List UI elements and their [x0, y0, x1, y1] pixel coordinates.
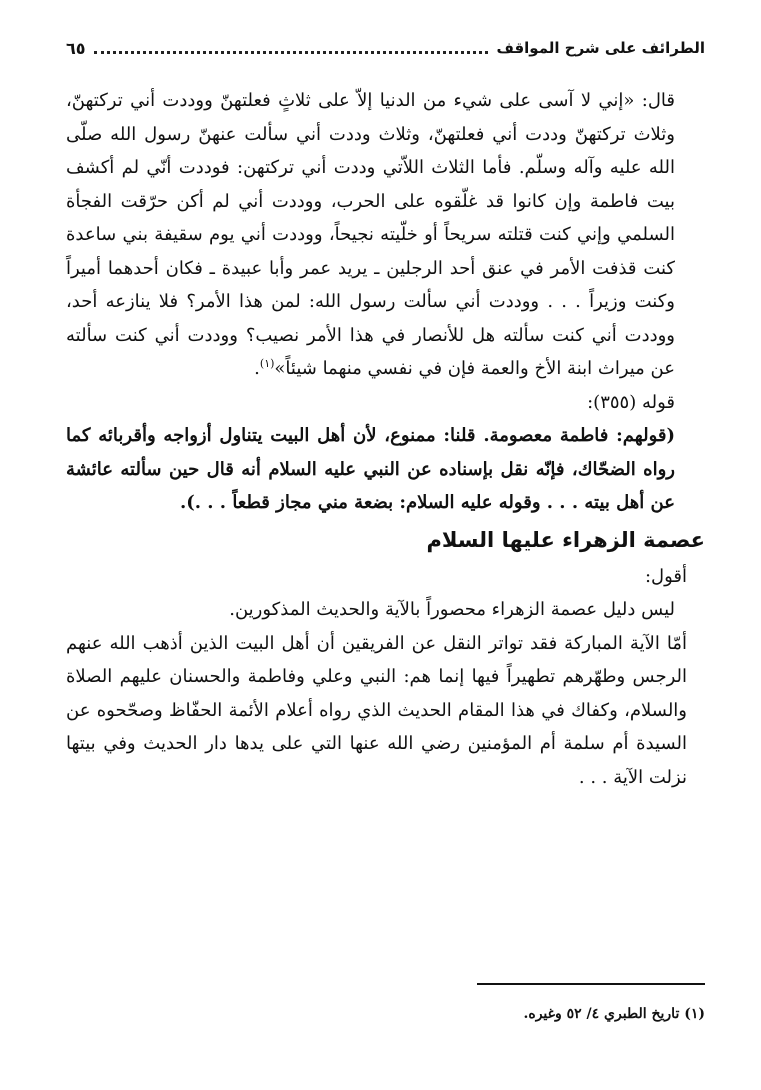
footnote-reference: (١) [259, 357, 275, 370]
aqulu-line: أقول: [644, 565, 687, 587]
page-body [66, 84, 705, 794]
section-heading: عصمة الزهراء عليها السلام [426, 527, 705, 552]
mawaqif-quotation: (قولهم: فاطمة معصومة. قلنا: ممنوع، لأن أهل البيت يتناول أزواجه وأقربائه كما رواه الضحّاك، فإنّه نقل بإسناده عن النبي عليه السلام أنه قال حين سألته عائشة عن أهل بيته . . . وقوله عليه السلام: بضعة مني مجاز قطعاً . . .). [66, 425, 675, 513]
footnote: (١) تاريخ الطبري ٤/ ٥٢ وغيره. [523, 1006, 705, 1022]
page-number: ٦٥ [66, 38, 86, 58]
page-header [66, 36, 705, 60]
quote-paragraph [66, 84, 705, 386]
argument-paragraph: أمّا الآية المباركة فقد تواتر النقل عن الفريقين أن أهل البيت الذين أذهب الله عنهم الرجس وطهّرهم تطهيراً فيها إنما هم: النبي وعلي وفاطمة والحسنان عليهم الصلاة والسلام، وكفاك في هذا المقام الحديث الذي رواه أعلام الأئمة الحفّاظ وصحّحوه عن السيدة أم سلمة أم المؤمنين رضي الله عنها التي على يدها دار الحديث وفي بيتها نزلت الآية . . . [66, 632, 687, 788]
qawluhu-line: قوله (٣٥٥): [587, 391, 675, 413]
footnote-separator [477, 983, 705, 985]
header-dot-leader [94, 51, 489, 54]
running-title: الطرائف على شرح المواقف [496, 39, 705, 57]
thesis-line: ليس دليل عصمة الزهراء محصوراً بالآية والحديث المذكورين. [229, 599, 675, 620]
quote-end: . [254, 358, 260, 379]
quote-text: قال: «إني لا آسى على شيء من الدنيا إلاّ على ثلاثٍ فعلتهنّ ووددت أني تركتهنّ، وثلاث تركتهنّ وددت أني فعلتهنّ، وثلاث وددت أني سألت عنهنّ رسول الله صلّى الله عليه وآله وسلّم. فأما الثلاث اللاّتي وددت أني تركتهن: فوددت أنّي لم أكشف بيت فاطمة وإن كانوا قد غلّقوه على الحرب، ووددت أني لم أكن حرّقت الفجأة السلمي وإني كنت قتلته سريحاً أو خلّيته نجيحاً، ووددت أني يوم سقيفة بني ساعدة كنت قذفت الأمر في عنق أحد الرجلين ـ يريد عمر وأبا عبيدة ـ فكان أحدهما أميراً وكنت وزيراً . . . ووددت أني سألت رسول الله: لمن هذا الأمر؟ فلا ينازعه أحد، ووددت أني كنت سألته هل للأنصار في هذا الأمر نصيب؟ ووددت أني كنت سألته عن ميراث ابنة الأخ والعمة فإن في نفسي منهما شيئاً» [66, 90, 675, 379]
